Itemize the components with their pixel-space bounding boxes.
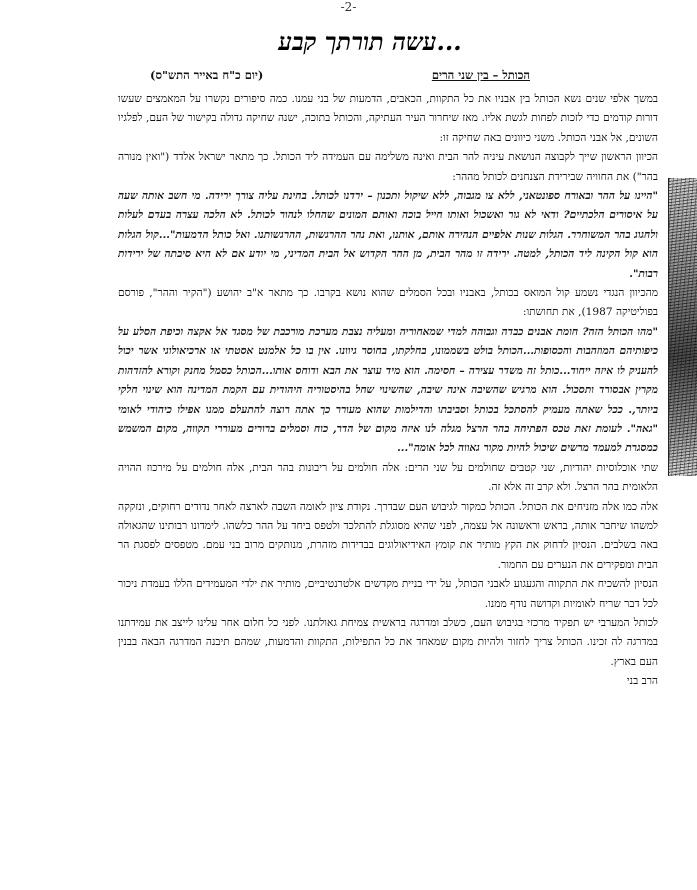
article-body <box>118 90 658 870</box>
paragraph: לכותל המערבי יש תפקיד מרכזי בגיבוש העם, כשלב ומדרגה בראשית צמיחת גאולתנו. לפני כל חלום אחר עלינו לייצב את עמידתנו במדרגה לה זכינו. הכותל צריך לחזור ולהיות מקום שמאחד את כל התפילות, התקוות והדמעות, שמהם תיבנה המדרגה הבאה בבנין העם בארץ. <box>118 616 658 668</box>
paragraph: אלה כמו אלה מזניחים את הכותל. הכותל כמקור לגיבוש העם שבדרך. נקודת ציון לאומה השבה לארצה לאחר נדודים רחוקים, ונזקקה למשהו שיחבר אותה, בראש וראשונה אל עצמה, לפני שהיא מסוגלת להתלכד ולטפס ביחד על ההר כלשהו. לימדונו רבותינו שהגאולה באה בשלבים. הנסיון לדחוק את הקץ מותיר את קומץ האידיאולוגים בבדידות מזהרת, מנותקים מרוב בני עמם. מטפסים לפסגת הר הבית ומפקירים את הנערים עם החמור. <box>118 500 658 571</box>
paragraph: מהכיוון הנגדי נשמע קול המואס בכותל, באבניו ובכל הסמלים שהוא נושא בקרבו. כך מתאר א"ב יהושע ("הקיר וההר", פורסם בפוליטיקה 1987), את תחושתו: <box>118 287 658 319</box>
quote-paragraph: "מהו הכותל הזה? חומת אבנים כבדה וגבוהה למדי שמאחוריה ומעליה נצבת מערכת מורכבת של מסגד אל אקצה וכיפת הסלע על כיפותיהם המוזהבות והכסופות...הכותל בולט בשממונו, בחלקתו, בחוסר גיוונו. אין בו כל אלמנט אסטתי או ארכיאולוגי אשר יכול להעניק לו איזה ייחוד...כותל זה משדר עצירה – חסימה. הוא מיד עוצר את הבא ודוחס אותו...הכותל כסמל מחנק וקורא להזדהות מקרין אבסורד ותסכול. הוא מרגיש שהשיבה אינה שיבה, שהשינוי שחל בהיסטוריה היהודית עם הקמת המדינה הוא שינוי חלקי ביותר,. ככל שאתה מעמיק להסתכל בכותל וסביבתו והדילמות שהוא מעורר כך אתה רוצה להתעלם ממנו אפילו כיהודי לאומי "גאה". לעומת זאת טכס הפתיחה בהר הרצל מגלה לנו איזה מקום של הדר, כוח וסמלים ברורים מעוררי תקווה, מקום המשמש כמסגרת למעמד מרשים שיכול להיות מקור גאווה לכל אומה"... <box>118 325 658 455</box>
page-title: ...עשה תורתך קבע <box>278 27 462 56</box>
wall-illustration-image <box>668 178 697 476</box>
signature: הרב בני <box>626 675 658 688</box>
paragraph: שתי אוכלוסיות יהודיות, שני קטבים שחולמים על שני הרים: אלה חולמים על ריבונות בהר הבית, אלה חולמים על מירכוז ההויה הלאומית בהר הרצל. ולא קרב זה אלא זה. <box>118 461 658 494</box>
section-heading: הכותל – בין שני הרים <box>431 68 530 82</box>
section-header <box>150 68 530 86</box>
page-number: -2- <box>340 0 357 14</box>
quote-paragraph: "היינו על ההר ובאורח ספונטאני, ללא צו מגבוה, ללא שיקול ותכנון – ירדנו לכותל. בחינת עליה צורך ירידה. מי חשב אותה שעה על איסורים הלכתיים? ודאי לא גור ואשכול ואותו חייל בוכה ואותם המונים שהחלו לנהור לכותל. לא הלכה עצרה בעדם לעלות ולחגוג בהר המשוחרר. הגלות שנות אלפיים הנהירה אותם, אותנו, ואת נהר ההרגשות, ההרגשותנו. ואל כותל הדמעות"...קול הגלות הוא קול הקינה ליד הכותל, למטה. ירידה זו מהר הבית, מן ההר הקדוש אל הבית המדיני, מי יודע אם לא היא סיבתה של ירידות רבות". <box>118 190 658 280</box>
section-date: (יום כ"ח באייר התש"ס) <box>150 68 264 82</box>
paragraph: במשך אלפי שנים נשא הכותל בין אבניו את כל התקוות, הכאבים, הדמעות של בני עמנו. כמה סיפורים נקשרו על המאמצים שעשו דורות קודמים כדי לזכות לפחות לגשת אליו. מאז שיחרור העיר העתיקה, והכותל בתוכה, ישנה שחיקה גדולה בקישור של העם, לפלגיו השונים, אל אבני הכותל. משני כיוונים באה שחיקה זו: <box>118 93 658 144</box>
paragraph: הכיוון הראשון שייך לקבוצה הנושאת עיניה להר הבית ואינה משלימה עם העמידה ליד הכותל. כך מתאר ישראל אלדד ("ואין מנורה בהר") את החוויה שבירידת הצנחנים לכותל מההר: <box>118 151 658 183</box>
paragraph: הנסיון להשכיח את התקווה והגעגוע לאבני הכותל, על ידי בניית מקדשים אלטרנטיביים, מותיר את ילדי המעמידים הללו בעמדת ניכור לכל דבר שריח לאומיות וקדושה נודף ממנו. <box>118 578 658 610</box>
